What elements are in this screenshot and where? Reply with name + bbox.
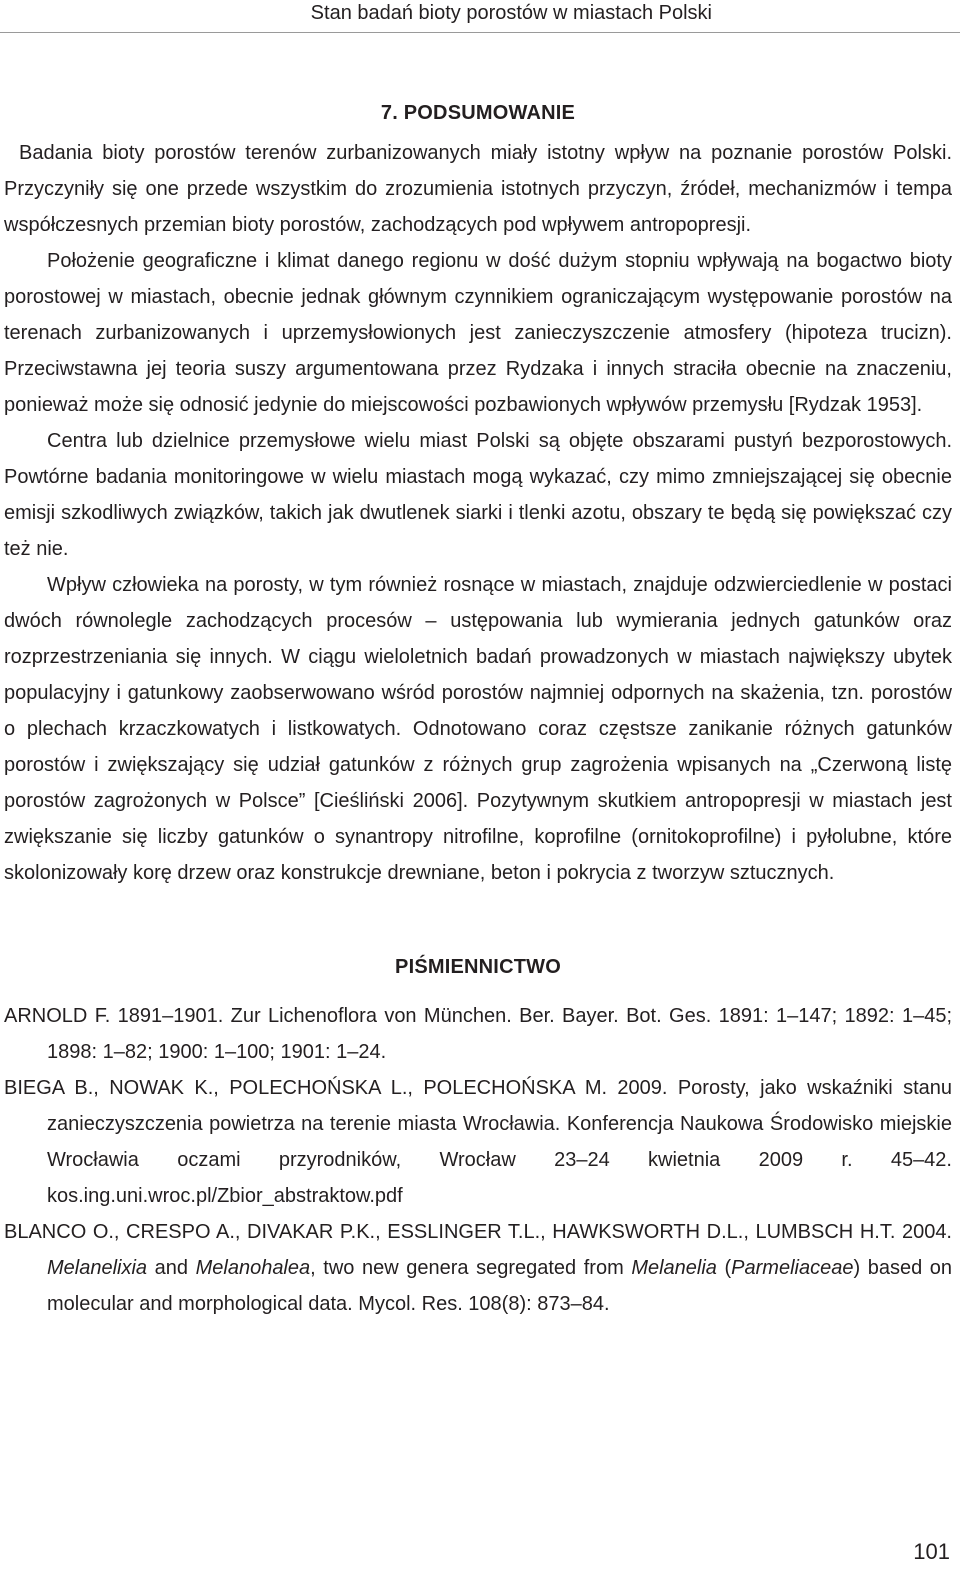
running-header	[0, 0, 960, 33]
reference-italic-text: Melanelixia	[47, 1257, 148, 1279]
reference-text: and	[147, 1257, 196, 1279]
summary-paragraph-4: Wpływ człowieka na porosty, w tym również rosnące w miastach, znajduje odzwierciedlenie w postaci dwóch równolegle zachodzących procesów – ustępowania lub wymierania jednych gatunków oraz rozprzestrzeniania się innych. W ciągu wieloletnich badań prowadzonych w miastach największy ubytek populacyjny i gatunkowy zaobserwowano wśród porostów najmniej odpornych na skażenia, tzn. porostów o plechach krzaczkowatych i listkowatych. Odnotowano coraz częstsze zanikanie różnych gatunków porostów i zwiększający się udział gatunków z różnych grup zagrożenia wpisanych na „Czerwoną listę porostów zagrożonych w Polsce” [Cieśliński 2006]. Pozytywnym skutkiem antropopresji w miastach jest zwiększanie się liczby gatunków o synantropy nitrofilne, koprofilne (ornitokoprofilne) i pyłolubne, które skolonizowały korę drzew oraz konstrukcje drewniane, beton i pokrycia z tworzyw sztucznych.	[4, 574, 952, 884]
reference-text: BIEGA B., NOWAK K., POLECHOŃSKA L., POLECHOŃSKA M. 2009. Porosty, jako wskaźniki stanu zanieczyszczenia powietrza na terenie miasta Wrocławia. Konferencja Naukowa Środowisko miejskie Wrocławia oczami przyrodników, Wrocław 23–24 kwietnia 2009 r. 45–42. kos.ing.uni.wroc.pl/Zbior_abstraktow.pdf	[4, 1077, 952, 1207]
reference-italic-text: Parmeliaceae	[731, 1257, 854, 1279]
reference-italic-text: Melanohalea	[195, 1257, 311, 1279]
reference-text: (	[716, 1257, 732, 1279]
references-list	[4, 998, 952, 1322]
running-title: Stan badań bioty porostów w miastach Polski	[310, 2, 712, 24]
page-number: 101	[913, 1539, 950, 1564]
reference-entry	[4, 1070, 952, 1214]
reference-text: BLANCO O., CRESPO A., DIVAKAR P.K., ESSLINGER T.L., HAWKSWORTH D.L., LUMBSCH H.T. 2004.	[4, 1221, 952, 1243]
summary-paragraph-1: Badania bioty porostów terenów zurbanizowanych miały istotny wpływ na poznanie porostów Polski. Przyczyniły się one przede wszystkim do zrozumienia istotnych przyczyn, źródeł, mechanizmów i tempa współczesnych przemian bioty porostów, zachodzących pod wpływem antropopresji.	[4, 142, 952, 236]
summary-paragraph-3: Centra lub dzielnice przemysłowe wielu miast Polski są objęte obszarami pustyń bezporostowych. Powtórne badania monitoringowe w wielu miastach mogą wykazać, czy mimo zmniejszającej się obecnie emisji szkodliwych związków, takich jak dwutlenek siarki i tlenki azotu, obszary te będą się powiększać czy też nie.	[4, 430, 952, 560]
summary-paragraph-2: Położenie geograficzne i klimat danego regionu w dość dużym stopniu wpływają na bogactwo bioty porostowej w miastach, obecnie jednak głównym czynnikiem ograniczającym występowanie porostów na terenach zurbanizowanych i uprzemysłowionych jest zanieczyszczenie atmosfery (hipoteza trucizn). Przeciwstawna jej teoria suszy argumentowana przez Rydzaka i innych straciła obecnie na znaczeniu, ponieważ może się odnosić jedynie do miejscowości pozbawionych wpływów przemysłu [Rydzak 1953].	[4, 250, 952, 416]
reference-entry	[4, 1214, 952, 1322]
reference-entry	[4, 998, 952, 1070]
references-heading: PIŚMIENNICTWO	[395, 956, 561, 978]
reference-italic-text: Melanelia	[631, 1257, 717, 1279]
reference-text: ARNOLD F. 1891–1901. Zur Lichenoflora von München. Ber. Bayer. Bot. Ges. 1891: 1–147; 1892: 1–45; 1898: 1–82; 1900: 1–100; 1901: 1–24.	[4, 1005, 952, 1063]
summary-heading: 7. PODSUMOWANIE	[380, 102, 576, 124]
reference-text: ) based on molecular and morphological data. Mycol. Res. 108(8): 873–84.	[47, 1257, 953, 1315]
page-body	[4, 34, 952, 1322]
reference-text: , two new genera segregated from	[310, 1257, 632, 1279]
